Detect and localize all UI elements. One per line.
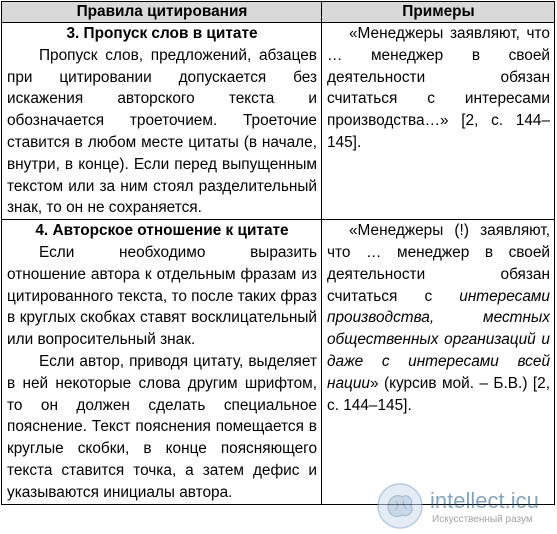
header-examples: Примеры (322, 2, 555, 23)
citation-rules-table (1, 1, 555, 505)
rule-cell (2, 23, 322, 220)
rule-paragraph: Если автор, приводя цитату, выделяет в ней некоторые слова другим шрифтом, то он должен сделать специальное пояснение. Текст пояснения помещается в круглые скобки, в конце поясняющего текста ставится точка, а затем дефис и указываются инициалы автора. (7, 352, 317, 501)
example-cell (322, 220, 555, 504)
watermark-subtext: Искусственный разум (432, 514, 533, 525)
example-text-italic: интересами производства, местных общественных организаций и даже с интересами всей нации (327, 287, 550, 392)
header-rules: Правила цитирования (2, 2, 322, 23)
example-text-start: «Менеджеры (!) заявляют, что … менеджер в своей деятельности обязан считаться с (327, 222, 550, 305)
section-title: 3. Пропуск слов в цитате (66, 25, 258, 42)
table-header-row (2, 2, 555, 23)
brain-logo-icon (374, 481, 426, 531)
example-text-end: » (курсив мой. – Б.В.) [2, с. 144–145]. (327, 374, 550, 414)
table-row (2, 220, 555, 504)
example-text: «Менеджеры заявляют, что … менеджер в своей деятельности обязан считаться с интересами производства…» [2, с. 144–145]. (327, 25, 550, 151)
rule-paragraph: Пропуск слов, предложений, абзацев при цитировании допускается без искажения авторского текста и обозначается троеточием. Троеточие ставится в любом месте цитаты (в начале, внутри, в конце). Если перед выпущенным текстом или за ним стоял разделительный знак, то он не сохраняется. (7, 46, 317, 217)
rule-paragraph: Если необходимо выразить отношение автора к отдельным фразам из цитированного текста, то после таких фраз в круглых скобках ставят восклицательный или вопросительный знак. (7, 243, 317, 349)
watermark-text: intellect.icu (430, 488, 539, 513)
example-cell (322, 23, 555, 220)
table-row (2, 23, 555, 220)
rule-cell (2, 220, 322, 504)
section-title: 4. Авторское отношение к цитате (35, 222, 289, 240)
watermark (372, 480, 557, 532)
example-text (327, 220, 550, 416)
